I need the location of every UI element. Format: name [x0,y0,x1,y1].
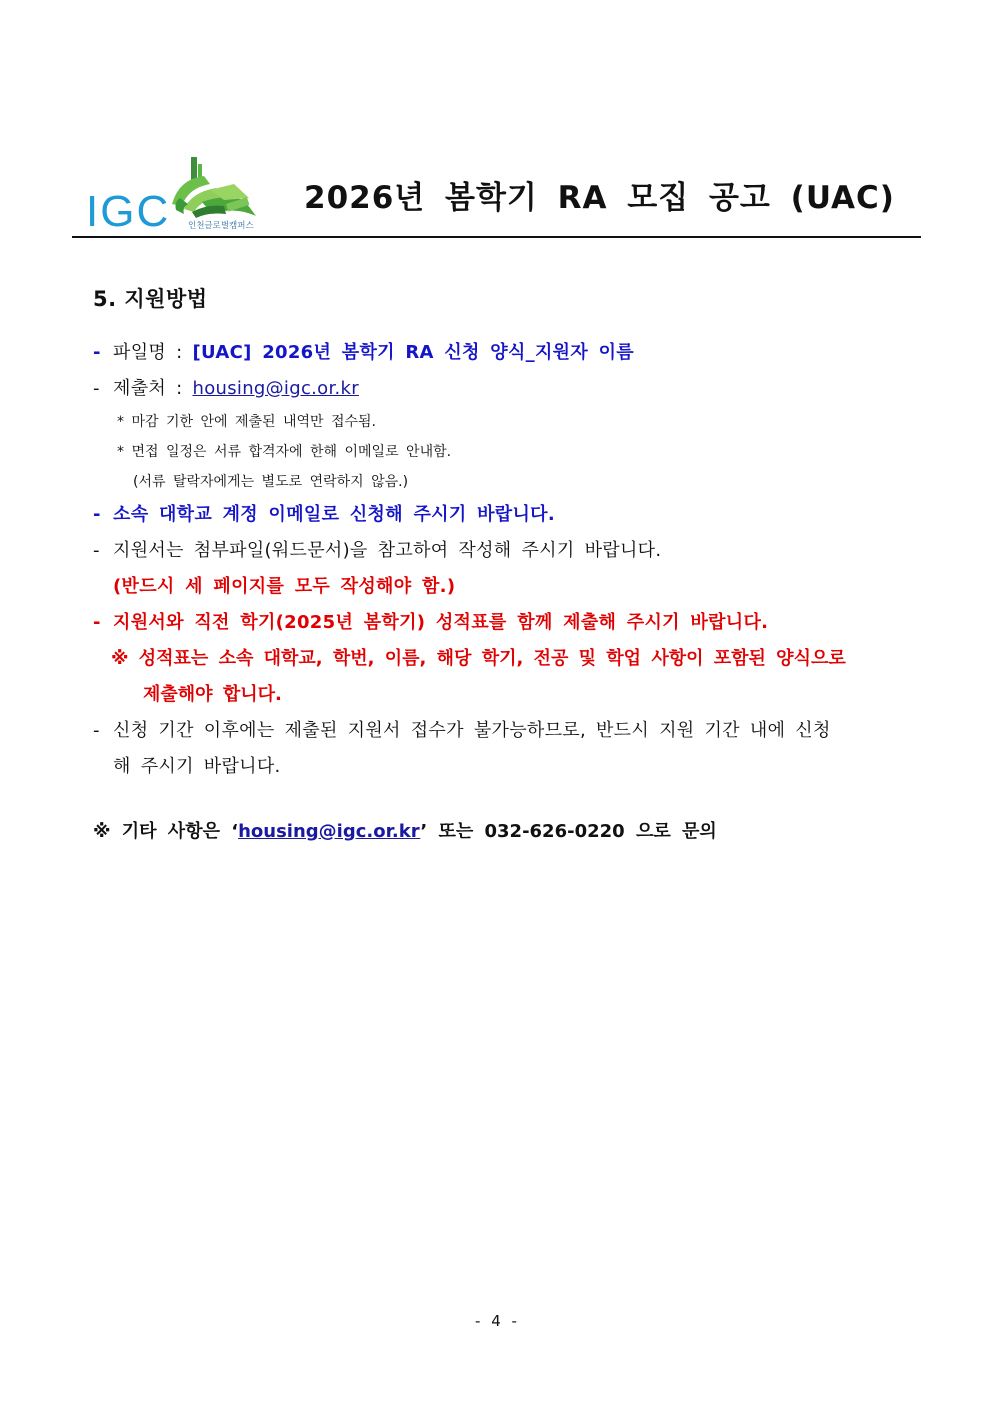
application-form-notice: 지원서는 첨부파일(워드문서)을 참고하여 작성해 주시기 바랍니다. [113,540,662,561]
all-pages-line [93,569,908,605]
igc-logo [84,154,259,232]
deadline-notice-line2: 해 주시기 바랍니다. [113,756,281,777]
file-name-line: - 파일명 : [UAC] 2026년 봄학기 RA 신청 양식_지원자 이름 [93,342,634,363]
page-title: 2026년 봄학기 RA 모집 공고 (UAC) [304,180,895,216]
campus-graphic [172,157,256,218]
file-name-label: 파일명 : [113,342,183,363]
deadline-notice-line1: 신청 기간 이후에는 제출된 지원서 접수가 불가능하므로, 반드시 지원 기간 내에 신청 [113,720,831,741]
note-interview: * 면접 일정은 서류 합격자에 한해 이메일로 안내함. [117,444,452,460]
contact-email-link[interactable]: housing@igc.or.kr [238,821,421,842]
application-method-section [93,283,908,843]
all-pages-notice: (반드시 세 페이지를 모두 작성해야 함.) [113,576,456,597]
note-rejection: (서류 탈락자에게는 별도로 연락하지 않음.) [133,474,409,490]
transcript-note-line2: 제출해야 합니다. [143,684,282,705]
transcript-note-line1: ※ 성적표는 소속 대학교, 학번, 이름, 해당 학기, 전공 및 학업 사항이 포함된 양식으로 [111,648,846,669]
submit-email-link[interactable]: housing@igc.or.kr [192,378,359,399]
note-deadline: * 마감 기한 안에 제출된 내역만 접수됨. [117,414,377,430]
univ-email-line: - 소속 대학교 계정 이메일로 신청해 주시기 바랍니다. [93,504,555,525]
univ-email-notice: 소속 대학교 계정 이메일로 신청해 주시기 바랍니다. [113,504,555,525]
logo-text: IGC [86,187,171,232]
logo-subtext: 인천글로벌캠퍼스 [188,221,254,231]
transcript-notice: 지원서와 직전 학기(2025년 봄학기) 성적표를 함께 제출해 주시기 바랍니다. [113,612,769,633]
contact-prefix: ※ 기타 사항은 ‘ [93,821,239,842]
contact-suffix: ’ 또는 032-626-0220 으로 문의 [420,821,717,842]
submit-label: 제출처 : [113,378,183,399]
application-form-line: - 지원서는 첨부파일(워드문서)을 참고하여 작성해 주시기 바랍니다. [93,540,662,561]
submit-line: - 제출처 : housing@igc.or.kr [93,378,359,399]
contact-line [93,817,908,843]
section-heading: 5. 지원방법 [93,287,208,311]
document-header [72,150,921,238]
file-name-value: [UAC] 2026년 봄학기 RA 신청 양식_지원자 이름 [192,342,634,363]
transcript-line: - 지원서와 직전 학기(2025년 봄학기) 성적표를 함께 제출해 주시기 바랍니다. [93,612,769,633]
deadline-line: - 신청 기간 이후에는 제출된 지원서 접수가 불가능하므로, 반드시 지원 기간 내에 신청 [93,720,831,741]
deadline-line-cont [93,749,908,785]
page-number: - 4 - [475,1312,517,1330]
